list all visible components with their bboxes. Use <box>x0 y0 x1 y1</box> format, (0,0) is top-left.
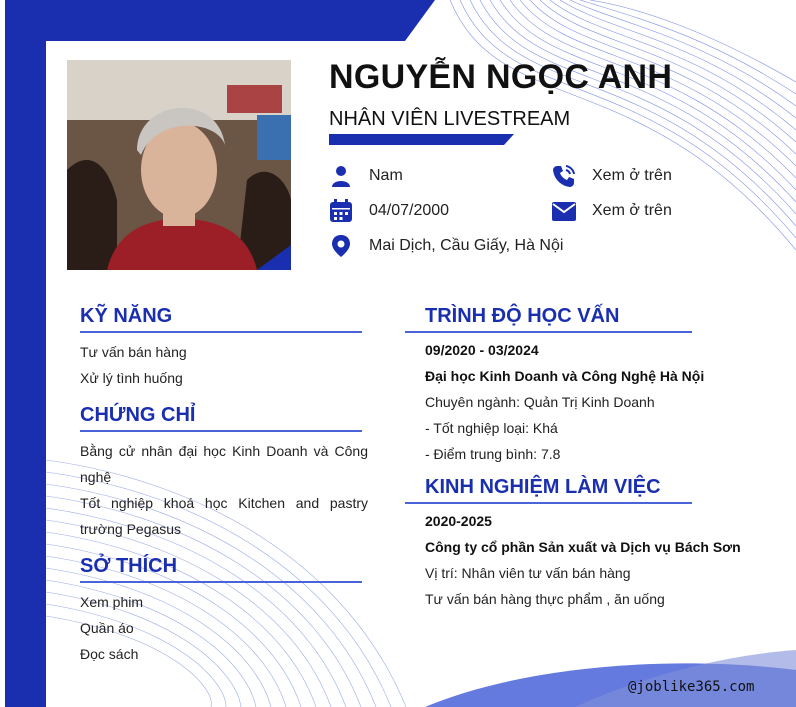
education-rule <box>405 331 692 333</box>
info-email <box>552 199 672 223</box>
birthdate-value: 04/07/2000 <box>369 202 450 219</box>
info-gender <box>329 164 403 188</box>
experience-period: 2020-2025 <box>425 513 492 529</box>
certificates-list <box>80 438 368 542</box>
list-item: Bằng cử nhân đại học Kinh Doanh và Công nghệ <box>80 443 368 485</box>
education-gpa: - Điểm trung bình: 7.8 <box>425 446 561 462</box>
info-phone <box>552 164 672 188</box>
candidate-title: NHÂN VIÊN LIVESTREAM <box>329 108 571 130</box>
experience-position: Vị trí: Nhân viên tư vấn bán hàng <box>425 565 631 581</box>
list-item: Quần áo <box>80 620 134 636</box>
avatar <box>67 60 291 270</box>
phone-value: Xem ở trên <box>592 167 672 184</box>
education-school: Đại học Kinh Doanh và Công Nghệ Hà Nội <box>425 368 705 384</box>
title-underline-bar <box>329 134 514 145</box>
frame-left-bar <box>5 0 46 707</box>
experience-heading: KINH NGHIỆM LÀM VIỆC <box>425 476 661 498</box>
list-item: Đọc sách <box>80 646 139 662</box>
phone-icon <box>552 164 576 188</box>
info-address <box>329 234 563 258</box>
education-grade: - Tốt nghiệp loại: Khá <box>425 420 558 436</box>
list-item: Tư vấn bán hàng <box>80 344 187 360</box>
experience-description: Tư vấn bán hàng thực phẩm , ăn uống <box>425 591 665 607</box>
list-item: Xử lý tình huống <box>80 370 183 386</box>
watermark: @joblike365.com <box>628 679 755 695</box>
email-value: Xem ở trên <box>592 202 672 219</box>
list-item: Xem phim <box>80 594 144 610</box>
skills-rule <box>80 331 362 333</box>
experience-details <box>425 508 765 612</box>
gender-value: Nam <box>369 167 403 184</box>
education-details <box>425 337 765 467</box>
experience-rule <box>405 502 692 504</box>
wave-shape-bottom-right <box>425 645 796 707</box>
skills-heading: KỸ NĂNG <box>80 305 173 327</box>
frame-top-bar <box>5 0 405 41</box>
certificates-rule <box>80 430 362 432</box>
envelope-icon <box>552 199 576 223</box>
person-icon <box>329 164 353 188</box>
experience-company: Công ty cổ phần Sản xuất và Dịch vụ Bách Sơn <box>425 539 741 555</box>
hobbies-list <box>80 589 368 667</box>
location-pin-icon <box>329 234 353 258</box>
info-birthdate <box>329 199 449 223</box>
education-major: Chuyên ngành: Quản Trị Kinh Doanh <box>425 394 655 410</box>
skills-list <box>80 339 368 391</box>
education-heading: TRÌNH ĐỘ HỌC VẤN <box>425 305 620 327</box>
address-value: Mai Dịch, Cầu Giấy, Hà Nội <box>369 237 564 254</box>
certificates-heading: CHỨNG CHỈ <box>80 404 196 426</box>
candidate-name: NGUYỄN NGỌC ANH <box>329 58 673 96</box>
list-item: Tốt nghiệp khoá học Kitchen and pastry trường Pegasus <box>80 495 368 537</box>
hobbies-heading: SỞ THÍCH <box>80 555 178 577</box>
education-period: 09/2020 - 03/2024 <box>425 342 539 358</box>
calendar-icon <box>329 199 353 223</box>
hobbies-rule <box>80 581 362 583</box>
frame-top-corner <box>405 0 435 41</box>
